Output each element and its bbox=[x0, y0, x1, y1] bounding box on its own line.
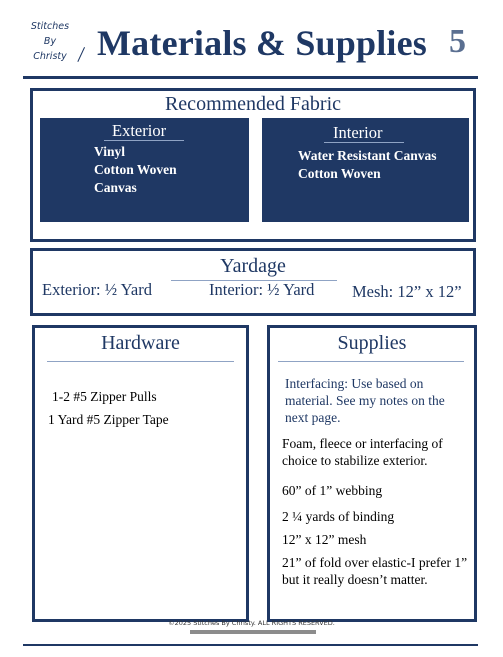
list-item: 2 ¼ yards of binding bbox=[282, 509, 395, 524]
interfacing-note: Interfacing: Use based on material. See my notes on the next page. bbox=[285, 376, 445, 425]
logo-line: Christy bbox=[33, 51, 67, 62]
list-item: Foam, fleece or interfacing of choice to stabilize exterior. bbox=[282, 436, 443, 468]
yardage-exterior: Exterior: ½ Yard bbox=[42, 280, 152, 299]
supplies-list bbox=[282, 435, 474, 588]
list-item: Vinyl bbox=[94, 144, 126, 159]
interior-fabric-list bbox=[298, 147, 437, 183]
list-item: Cotton Woven bbox=[94, 162, 177, 177]
section-title: Recommended Fabric bbox=[164, 93, 342, 115]
copyright-footer: ©2025 Stitches By Christy. ALL RIGHTS RESERVED. bbox=[168, 619, 335, 627]
section-divider bbox=[278, 361, 464, 362]
exterior-fabric-list bbox=[94, 143, 177, 197]
logo-line: By bbox=[43, 36, 57, 47]
list-item: 21” of fold over elastic-I prefer 1” but it really doesn’t matter. bbox=[282, 555, 468, 587]
panel-divider bbox=[104, 140, 184, 141]
list-item: Cotton Woven bbox=[298, 166, 381, 181]
list-item: 1-2 #5 Zipper Pulls bbox=[52, 389, 157, 404]
section-title: Hardware bbox=[101, 332, 180, 354]
header-divider bbox=[23, 76, 478, 79]
page-title: Materials & Supplies bbox=[97, 23, 428, 63]
section-title: Supplies bbox=[337, 332, 407, 354]
supplies-section bbox=[267, 325, 477, 622]
list-item: Water Resistant Canvas bbox=[298, 148, 437, 163]
section-title: Yardage bbox=[220, 255, 286, 277]
list-item: 60” of 1” webbing bbox=[282, 483, 383, 498]
recommended-fabric-section bbox=[30, 88, 476, 242]
yardage-mesh: Mesh: 12” x 12” bbox=[352, 282, 462, 301]
yardage-interior: Interior: ½ Yard bbox=[209, 280, 315, 299]
list-item: 12” x 12” mesh bbox=[282, 532, 367, 547]
footer-bar bbox=[190, 630, 316, 634]
panel-divider bbox=[324, 142, 404, 143]
logo-line: Stitches bbox=[30, 21, 70, 32]
panel-title: Exterior bbox=[112, 121, 167, 140]
list-item: 1 Yard #5 Zipper Tape bbox=[48, 412, 169, 427]
exterior-fabric-panel bbox=[40, 118, 249, 222]
page-number: 5 bbox=[449, 23, 466, 60]
hardware-section bbox=[32, 325, 249, 622]
brand-logo bbox=[22, 19, 78, 73]
panel-title: Interior bbox=[333, 123, 383, 142]
page-bottom-divider bbox=[23, 644, 478, 646]
hardware-list bbox=[48, 385, 169, 431]
section-divider bbox=[47, 361, 234, 362]
yardage-section bbox=[30, 248, 476, 316]
list-item: Canvas bbox=[94, 180, 137, 195]
interior-fabric-panel bbox=[262, 118, 469, 222]
